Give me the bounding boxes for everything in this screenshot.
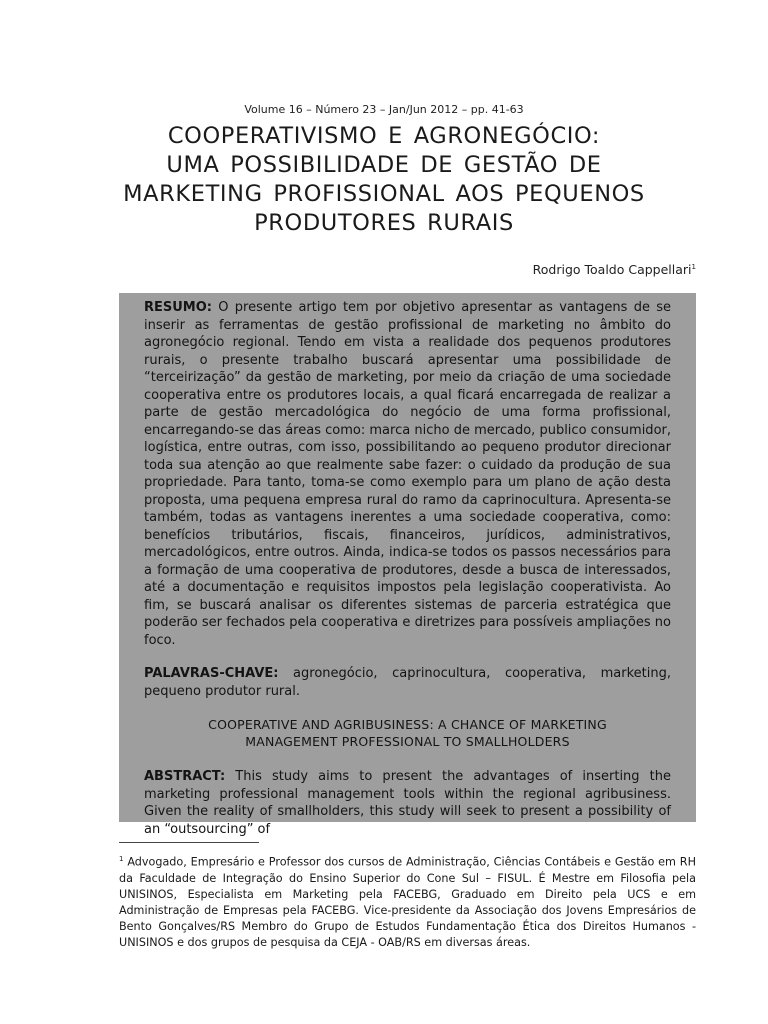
- resumo-text: O presente artigo tem por objetivo apresentar as vantagens de se inserir as ferramentas de gestão profissional de marketing no âmbito do agronegócio regional. Tendo em vista a realidade dos pequenos produtores rurais, o presente trabalho buscará apresentar uma possibilidade de “terceirização” da gestão de marketing, por meio da criação de uma sociedade cooperativa entre os produtores locais, a qual ficará encarregada de realizar a parte de gestão mercadológica do negócio de uma forma profissional, encarregando-se das áreas como: marca nicho de mercado, publico consumidor, logística, entre outras, com isso, possibilitando ao pequeno produtor direcionar toda sua atenção ao que realmente sabe fazer: o cuidado da produção de sua propriedade. Para tanto, toma-se como exemplo para um plano de ação desta proposta, uma pequena empresa rural do ramo da caprinocultura. Apresenta-se também, todas as vantagens inerentes a uma sociedade cooperativa, como: benefícios tributários, fiscais, financeiros, jurídicos, administrativos, mercadológicos, entre outros. Ainda, indica-se todos os passos necessários para a formação de uma cooperativa de produtores, desde a busca de interessados, até a documentação e requisitos impostos pela legislação cooperativista. Ao fim, se buscará analisar os diferentes sistemas de parceria estratégica que poderão ser fechados pela cooperativa e diretrizes para possíveis ampliações no foco.: [144, 300, 671, 648]
- author-name: Rodrigo Toaldo Cappellari: [532, 262, 692, 277]
- article-title-line: PRODUTORES RURAIS: [254, 210, 514, 236]
- english-title-line: COOPERATIVE AND AGRIBUSINESS: A CHANCE OF MARKETING: [208, 717, 607, 732]
- keywords-label: PALAVRAS-CHAVE:: [144, 666, 279, 681]
- keywords-paragraph: [144, 665, 671, 700]
- footnote: [119, 851, 696, 951]
- author-footnote-mark[interactable]: 1: [691, 262, 696, 271]
- english-title: [144, 716, 671, 750]
- footnote-divider: [119, 842, 259, 843]
- article-title-line: MARKETING PROFISSIONAL AOS PEQUENOS: [123, 181, 645, 207]
- journal-citation: Volume 16 – Número 23 – Jan/Jun 2012 – pp. 41-63: [244, 103, 524, 116]
- abstract-label: ABSTRACT:: [144, 769, 226, 784]
- abstract-paragraph: [144, 768, 671, 838]
- resumo-label: RESUMO:: [144, 300, 212, 315]
- article-title: [100, 122, 668, 238]
- article-title-line: UMA POSSIBILIDADE DE GESTÃO DE: [166, 152, 602, 178]
- footnote-text: Advogado, Empresário e Professor dos cursos de Administração, Ciências Contábeis e Gestão em RH da Faculdade de Integração do Ensino Superior do Cone Sul – FISUL. É Mestre em Filosofia pela UNISINOS, Especialista em Marketing pela FACEBG, Graduado em Direito pela UCS e em Administração de Empresas pela FACEBG. Vice-presidente da Associação dos Jovens Empresários de Bento Gonçalves/RS Membro do Grupo de Estudos Fundamentação Ética dos Direitos Humanos - UNISINOS e dos grupos de pesquisa da CEJA - OAB/RS em diversas áreas.: [119, 855, 696, 949]
- footnote-mark: 1: [119, 855, 124, 863]
- abstract-text: This study aims to present the advantages of inserting the marketing professional management tools within the regional agribusiness. Given the reality of smallholders, this study will seek to present a possibility of an “outsourcing” of: [144, 769, 671, 837]
- english-title-line: MANAGEMENT PROFESSIONAL TO SMALLHOLDERS: [245, 734, 570, 749]
- keywords-text: agronegócio, caprinocultura, cooperativa, marketing, pequeno produtor rural.: [144, 666, 671, 699]
- article-title-line: COOPERATIVISMO E AGRONEGÓCIO:: [167, 123, 601, 149]
- resumo-paragraph: [144, 299, 671, 649]
- abstract-box: [119, 293, 696, 837]
- author-line: [533, 262, 696, 277]
